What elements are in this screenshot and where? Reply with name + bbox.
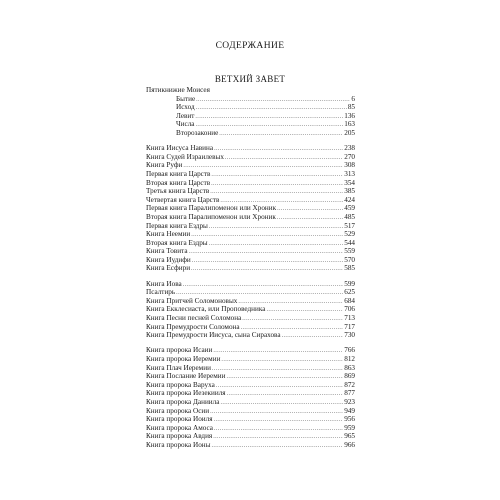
- toc-entry-page: 85: [347, 103, 355, 112]
- toc-entry-page: 949: [344, 406, 355, 415]
- toc-entry-label: Книга Песни песней Соломона: [146, 314, 242, 323]
- dot-leader: [192, 257, 343, 266]
- dot-leader: [189, 248, 344, 257]
- toc-entry-label: Книга Иудифи: [146, 255, 191, 264]
- toc-entry-page: 354: [344, 178, 355, 187]
- dot-leader: [277, 214, 343, 223]
- toc-entry-page: 730: [344, 331, 355, 340]
- toc-entry-page: 965: [344, 432, 355, 441]
- toc-entry: [146, 288, 355, 297]
- toc-entry-page: 136: [344, 111, 355, 120]
- toc-entry-label: Книга пророка Иезекииля: [146, 389, 226, 398]
- toc-entry: [146, 230, 355, 239]
- toc-entry-page: 877: [344, 389, 355, 398]
- toc-entry: [146, 153, 355, 162]
- toc-entry: [146, 161, 355, 170]
- toc-entry-page: 270: [344, 152, 355, 161]
- toc-entry: [146, 432, 355, 441]
- toc-entry-label: Первая книга Царств: [146, 169, 211, 178]
- dot-leader: [196, 96, 350, 105]
- toc-entry-label: Книга пророка Иоиля: [146, 415, 213, 424]
- toc-entry-label: Книга Есфири: [146, 264, 191, 273]
- dot-leader: [191, 231, 343, 240]
- toc-entry-page: 966: [344, 440, 355, 449]
- dot-leader: [210, 408, 343, 417]
- dot-leader: [213, 433, 343, 442]
- toc-entry: [146, 389, 355, 398]
- toc-entry: [146, 239, 355, 248]
- toc-entry-page: 863: [344, 363, 355, 372]
- toc-entry-label: Первая книга Паралипоменон или Хроник: [146, 204, 277, 213]
- toc-entry: [176, 129, 355, 138]
- toc-entry: [146, 144, 355, 153]
- page-title: СОДЕРЖАНИЕ: [215, 41, 285, 51]
- toc-entry-label: Книга пророка Варуха: [146, 380, 215, 389]
- toc-entry-page: 205: [344, 128, 355, 137]
- section-heading: ВЕТХИЙ ЗАВЕТ: [214, 74, 286, 84]
- toc-entry-label: Книга пророка Осии: [146, 406, 210, 415]
- toc-entry-page: 238: [344, 144, 355, 153]
- toc-entry: [176, 112, 355, 121]
- toc-subheading-label: Пятикнижие Моисея: [146, 86, 210, 94]
- toc-entry-label: Числа: [176, 120, 195, 129]
- toc-entry-label: Третья книга Царств: [146, 187, 210, 196]
- dot-leader: [225, 154, 343, 163]
- toc-entry-label: Книга пророка Иеремии: [146, 355, 221, 363]
- toc-entry-page: 869: [344, 372, 355, 381]
- toc-entry: [146, 297, 355, 306]
- toc-entry: [146, 372, 355, 381]
- toc-entry: [146, 381, 355, 390]
- toc-entry: [146, 179, 355, 188]
- toc-entry-label: Псалтирь: [146, 288, 176, 297]
- toc-entry-label: Левит: [176, 111, 195, 120]
- toc-entry: [146, 222, 355, 231]
- toc-entry-page: 529: [344, 230, 355, 239]
- toc-entry-label: Книга Екклесиаста, или Проповедника: [146, 305, 266, 314]
- toc-entry: [146, 196, 355, 205]
- toc-entry-page: 485: [344, 212, 355, 221]
- toc-entry: [146, 247, 355, 256]
- dot-leader: [277, 205, 343, 214]
- toc-entry-label: Исход: [176, 103, 195, 112]
- toc-entry-page: 424: [344, 195, 355, 204]
- dot-leader: [191, 265, 343, 274]
- dot-leader: [211, 180, 343, 189]
- toc-entry: [146, 415, 355, 424]
- toc-entry-page: 956: [344, 415, 355, 424]
- toc-entry-label: Второзаконие: [176, 128, 219, 137]
- dot-leader: [214, 425, 343, 434]
- toc-entry: [146, 256, 355, 265]
- toc-entry-page: 517: [344, 221, 355, 230]
- toc-entry-page: 6: [351, 94, 355, 103]
- toc-entry-page: 812: [344, 355, 355, 363]
- toc-entry-label: Книга Послание Иеремии: [146, 372, 226, 381]
- toc-entry: [146, 364, 355, 373]
- toc-entry-page: 706: [344, 305, 355, 314]
- toc-entry-label: Книга Плач Иеремии: [146, 363, 211, 372]
- toc-entry-page: 163: [344, 120, 355, 129]
- toc-entry-label: Книга пророка Ионы: [146, 440, 211, 449]
- toc-entry-page: 625: [344, 288, 355, 297]
- toc-entry: [146, 305, 355, 314]
- toc-entry-label: Книга Руфи: [146, 161, 183, 170]
- toc-group-wisdom: [146, 280, 355, 340]
- toc-entry-label: Книга Иисуса Навина: [146, 144, 214, 153]
- dot-leader: [242, 315, 343, 324]
- toc-entry-label: Книга Иова: [146, 279, 182, 288]
- dot-leader: [227, 390, 344, 399]
- toc-entry-page: 923: [344, 397, 355, 406]
- toc-entry: [146, 204, 355, 213]
- toc-entry: [146, 355, 355, 364]
- dot-leader: [210, 188, 343, 197]
- toc-group-prophets: [146, 346, 355, 449]
- toc-entry-label: Первая книга Ездры: [146, 221, 208, 230]
- toc-group-historical: [146, 144, 355, 273]
- dot-leader: [211, 442, 343, 451]
- dot-leader: [216, 382, 343, 391]
- toc-entry: [146, 407, 355, 416]
- toc-entry-page: 313: [344, 169, 355, 178]
- toc-entry: [176, 103, 355, 112]
- toc-group-pentateuch: [146, 95, 355, 138]
- dot-leader: [211, 171, 343, 180]
- toc-entry-label: Книга пророка Амоса: [146, 423, 213, 432]
- toc-entry: [146, 346, 355, 355]
- toc-entry-label: Книга Притчей Соломоновых: [146, 296, 238, 305]
- toc-entry-page: 599: [344, 279, 355, 288]
- toc-entry-page: 559: [344, 247, 355, 256]
- toc-entry: [146, 441, 355, 450]
- toc-entry-label: Бытие: [176, 94, 196, 103]
- dot-leader: [213, 347, 343, 356]
- toc-entry-page: 959: [344, 423, 355, 432]
- dot-leader: [214, 416, 344, 425]
- toc-entry-label: Книга пророка Авдия: [146, 432, 213, 441]
- toc-entry-page: 717: [344, 322, 355, 331]
- toc-entry: [176, 95, 355, 104]
- toc-subheading: [146, 86, 355, 95]
- toc-entry: [146, 187, 355, 196]
- toc-entry-label: Вторая книга Царств: [146, 178, 211, 187]
- dot-leader: [209, 240, 344, 249]
- toc-entry-page: 713: [344, 314, 355, 323]
- dot-leader: [214, 145, 343, 154]
- toc-entry: [146, 170, 355, 179]
- toc-entry-label: Книга Судей Израилевых: [146, 152, 224, 161]
- toc-entry-page: 684: [344, 296, 355, 305]
- toc-entry: [146, 264, 355, 273]
- toc-entry-label: Вторая книга Ездры: [146, 238, 208, 247]
- toc-entry: [146, 213, 355, 222]
- toc-entry: [146, 398, 355, 407]
- dot-leader: [212, 365, 343, 374]
- dot-leader: [266, 306, 343, 315]
- dot-leader: [221, 356, 343, 365]
- toc-entry: [146, 280, 355, 289]
- toc-entry: [146, 323, 355, 332]
- dot-leader: [226, 373, 343, 382]
- toc-entry: [176, 120, 355, 129]
- toc-entry-label: Четвертая книга Царств: [146, 195, 220, 204]
- toc-entry-page: 872: [344, 380, 355, 389]
- dot-leader: [196, 104, 347, 113]
- toc-entry-label: Книга Товита: [146, 247, 188, 256]
- toc-entry-page: 308: [344, 161, 355, 170]
- toc-entry-page: 585: [344, 264, 355, 273]
- dot-leader: [219, 130, 343, 139]
- dot-leader: [195, 113, 343, 122]
- dot-leader: [220, 399, 343, 408]
- dot-leader: [183, 281, 344, 290]
- toc-entry: [146, 331, 355, 340]
- toc-entry-page: 459: [344, 204, 355, 213]
- toc-entry-label: Книга пророка Даниила: [146, 397, 220, 406]
- toc-entry-label: Книга Премудрости Иисуса, сына Сирахова: [146, 331, 281, 340]
- toc-entry-label: Книга Неемии: [146, 230, 191, 239]
- toc-entry-page: 544: [344, 238, 355, 247]
- toc-entry-label: Книга пророка Исаии: [146, 346, 213, 355]
- toc-entry-page: 570: [344, 255, 355, 264]
- dot-leader: [209, 223, 343, 232]
- table-of-contents: [146, 86, 355, 450]
- toc-entry-label: Книга Премудрости Соломона: [146, 322, 240, 331]
- toc-entry-page: 385: [344, 187, 355, 196]
- toc-entry: [146, 424, 355, 433]
- toc-entry: [146, 314, 355, 323]
- toc-entry-page: 766: [344, 346, 355, 355]
- dot-leader: [282, 332, 344, 341]
- toc-entry-label: Вторая книга Паралипоменон или Хроник: [146, 212, 276, 221]
